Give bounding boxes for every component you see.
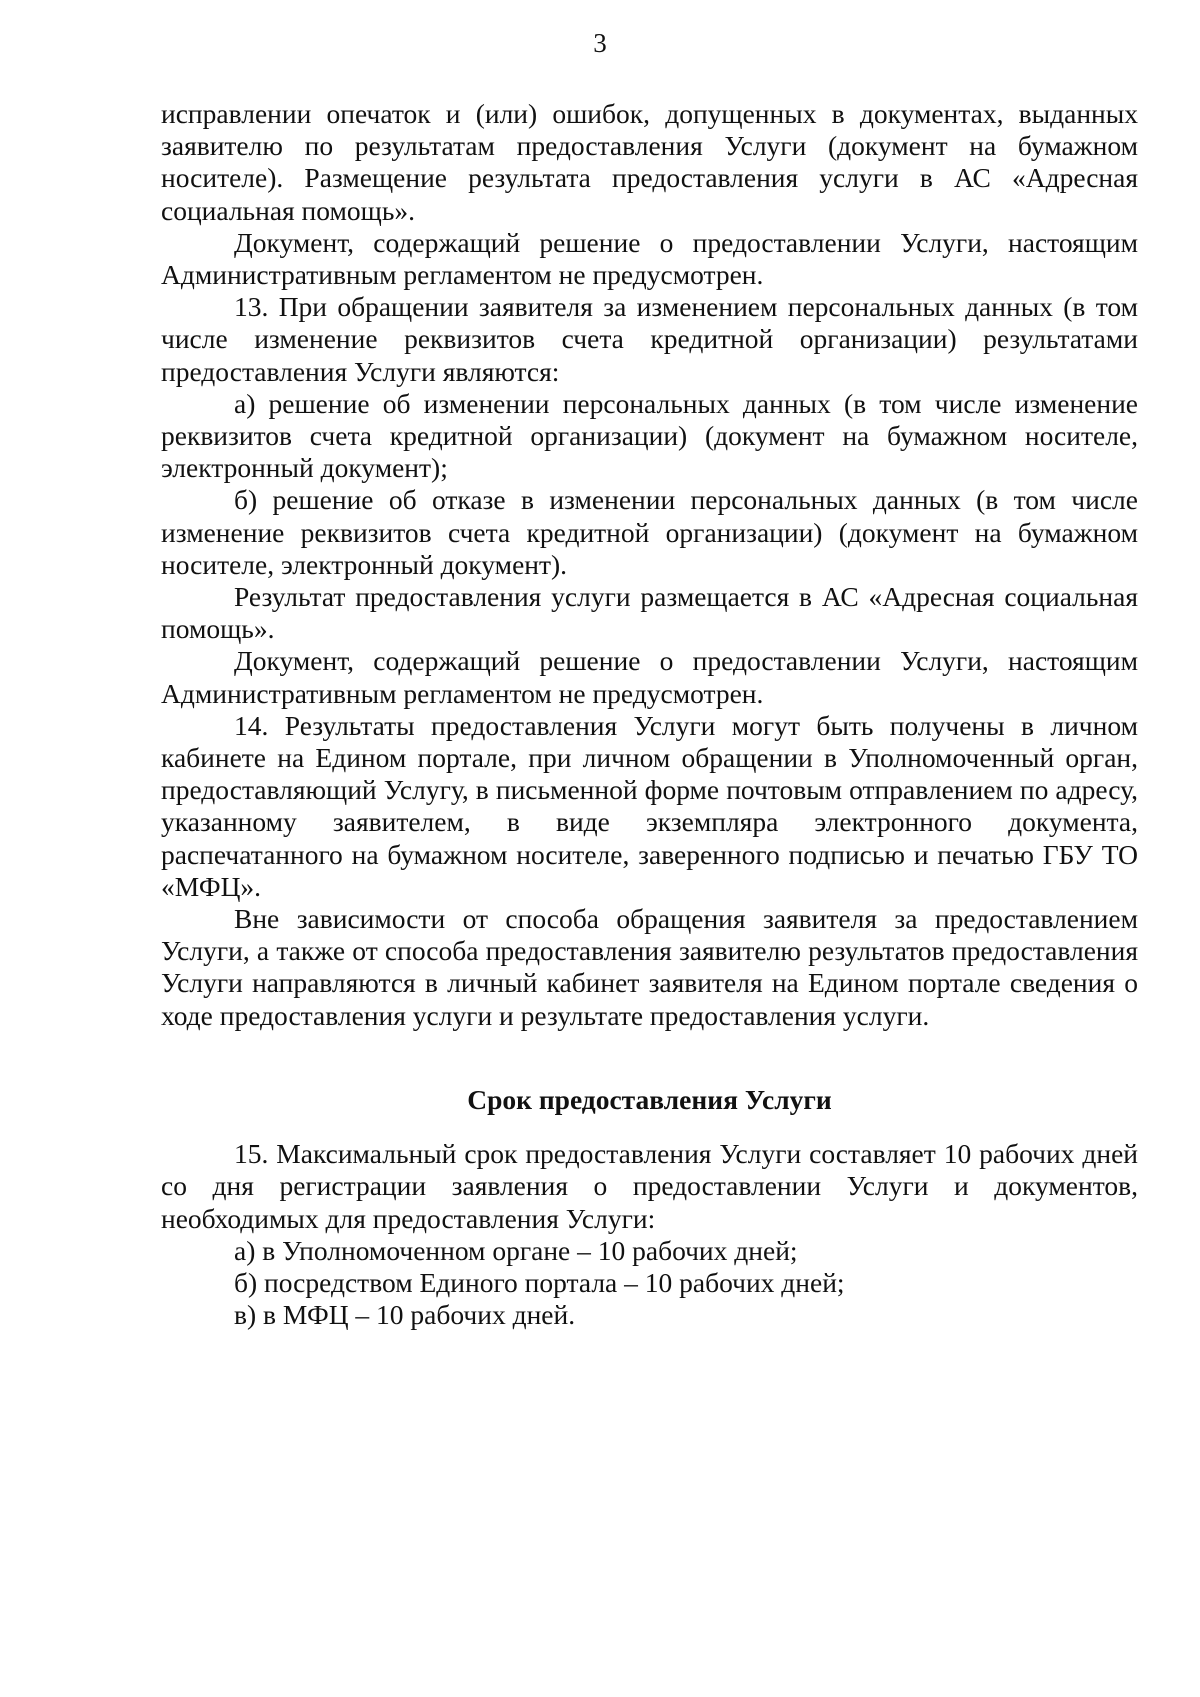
document-body	[161, 98, 1138, 1331]
subitem-a: а) решение об изменении персональных данных (в том числе изменение реквизитов счета кредитной организации) (документ на бумажном носителе, электронный документ);	[161, 387, 1138, 484]
paragraph-item-14: 14. Результаты предоставления Услуги могут быть получены в личном кабинете на Едином портале, при личном обращении в Уполномоченный орган, предоставляющий Услугу, в письменной форме почтовым отправлением по адресу, указанному заявителем, в виде экземпляра электронного документа, распечатанного на бумажном носителе, заверенного подписью и печатью ГБУ ТО «МФЦ».	[161, 709, 1138, 902]
page-number: 3	[593, 28, 607, 58]
subitem-v: в) в МФЦ – 10 рабочих дней.	[234, 1299, 576, 1331]
paragraph-item-13: 13. При обращении заявителя за изменением персональных данных (в том числе изменение реквизитов счета кредитной организации) результатами предоставления Услуги являются:	[161, 291, 1138, 387]
paragraph-continuation: исправлении опечаток и (или) ошибок, допущенных в документах, выданных заявителю по результатам предоставления Услуги (документ на бумажном носителе). Размещение результата предоставления услуги в АС «Адресная социальная помощь».	[161, 98, 1138, 226]
paragraph: Результат предоставления услуги размещается в АС «Адресная социальная помощь».	[161, 581, 1138, 645]
section-heading: Срок предоставления Услуги	[467, 1083, 832, 1115]
paragraph: Документ, содержащий решение о предоставлении Услуги, настоящим Административным регламентом не предусмотрен.	[161, 226, 1138, 291]
subitem-b: б) посредством Единого портала – 10 рабочих дней;	[234, 1266, 845, 1298]
subitem-b: б) решение об отказе в изменении персональных данных (в том числе изменение реквизитов счета кредитной организации) (документ на бумажном носителе, электронный документ).	[161, 484, 1138, 580]
paragraph: Документ, содержащий решение о предоставлении Услуги, настоящим Административным регламентом не предусмотрен.	[161, 645, 1138, 709]
subitem-a: а) в Уполномоченном органе – 10 рабочих дней;	[234, 1234, 798, 1266]
paragraph: Вне зависимости от способа обращения заявителя за предоставлением Услуги, а также от способа предоставления заявителю результатов предоставления Услуги направляются в личный кабинет заявителя на Едином портале сведения о ходе предоставления услуги и результате предоставления услуги.	[161, 903, 1138, 1031]
paragraph-item-15: 15. Максимальный срок предоставления Услуги составляет 10 рабочих дней со дня регистрации заявления о предоставлении Услуги и документов, необходимых для предоставления Услуги:	[161, 1138, 1138, 1234]
